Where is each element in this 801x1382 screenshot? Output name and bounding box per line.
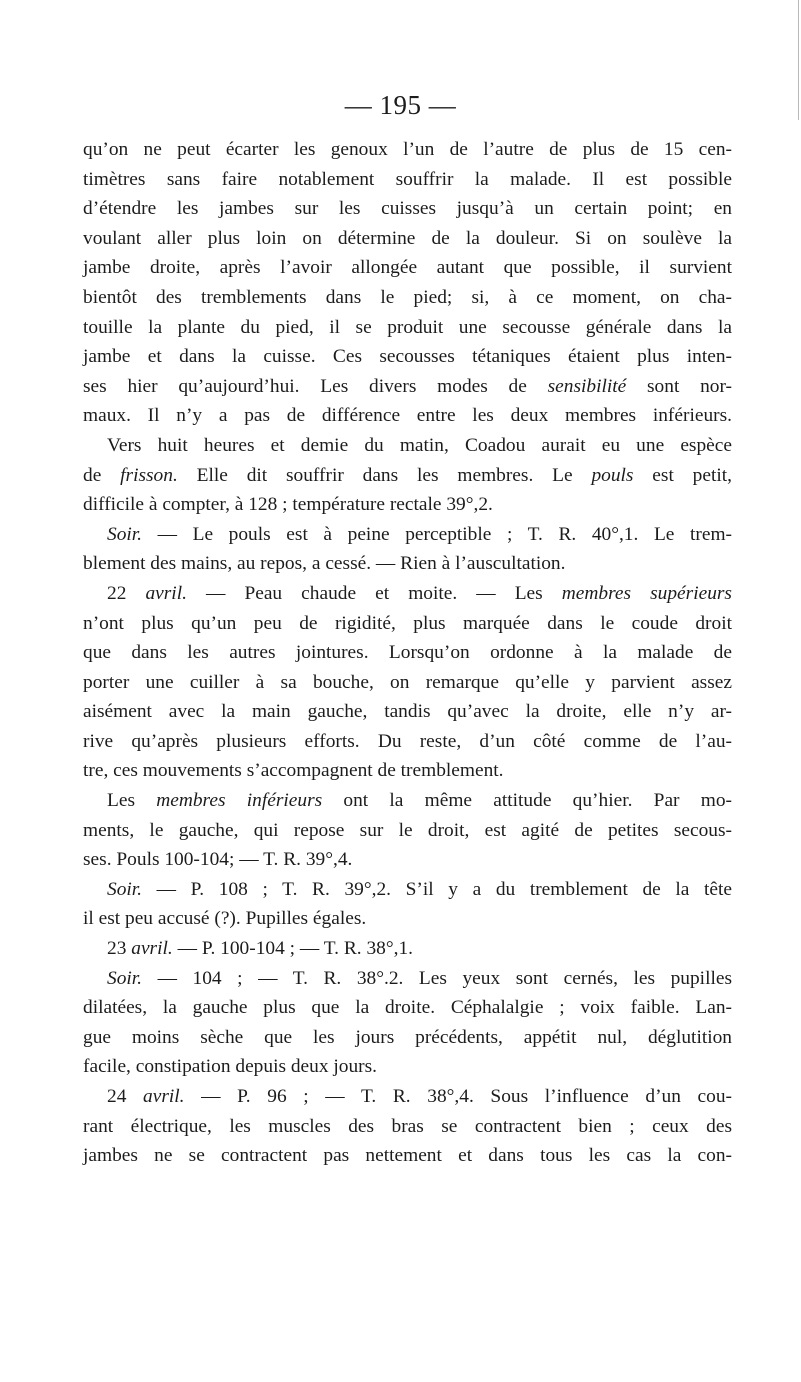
text-segment: jambes ne se contractent pas nettement et dans tous les cas la con- (83, 1145, 732, 1167)
text-segment: ments, le gauche, qui repose sur le droit, est agité de petites secous- (83, 819, 732, 841)
text-line (83, 342, 732, 372)
text-line (83, 401, 732, 431)
text-segment: blement des mains, au repos, a cessé. — Rien à l’auscultation. (83, 553, 566, 575)
text-line (83, 727, 732, 757)
text-line (83, 372, 732, 402)
text-line (83, 1141, 732, 1171)
text-segment: Elle dit souffrir dans les membres. Le (177, 464, 592, 486)
text-line (83, 668, 732, 698)
italic-text: membres supérieurs (561, 582, 732, 604)
text-line (83, 756, 732, 786)
text-line (83, 697, 732, 727)
text-line (83, 520, 732, 550)
text-segment: — Peau chaude et moite. — Les (186, 582, 562, 604)
italic-text: Soir. (107, 523, 143, 545)
text-segment: aisément avec la main gauche, tandis qu’avec la droite, elle n’y ar- (83, 701, 732, 723)
text-segment: gue moins sèche que les jours précédents, appétit nul, déglutition (83, 1026, 732, 1048)
text-segment: — 104 ; — T. R. 38°.2. Les yeux sont cernés, les pupilles (142, 967, 732, 989)
text-line (83, 964, 732, 994)
text-line (83, 135, 732, 165)
text-line (83, 283, 732, 313)
page-number: — 195 — (344, 90, 457, 120)
text-segment: Les (107, 790, 157, 812)
text-line (83, 816, 732, 846)
italic-text: avril. (131, 938, 173, 960)
text-line (83, 490, 732, 520)
text-line (83, 845, 732, 875)
text-segment: sont nor- (626, 375, 732, 397)
text-segment: dilatées, la gauche plus que la droite. Céphalalgie ; voix faible. Lan- (83, 997, 732, 1019)
text-segment: — P. 100-104 ; — T. R. 38°,1. (172, 938, 414, 960)
text-segment: que dans les autres jointures. Lorsqu’on ordonne à la malade de (83, 642, 732, 664)
text-line (83, 253, 732, 283)
text-line (83, 313, 732, 343)
text-segment: 24 (107, 1086, 144, 1107)
text-line (83, 1112, 732, 1142)
text-segment: voulant aller plus loin on détermine de la douleur. Si on soulève la (83, 227, 732, 249)
text-segment: — Le pouls est à peine perceptible ; T. R. 40°,1. Le trem- (142, 523, 732, 545)
text-segment: Vers huit heures et demie du matin, Coadou aurait eu une espèce (107, 434, 732, 456)
text-segment: tre, ces mouvements s’accompagnent de tremblement. (83, 760, 504, 782)
text-segment: ses. Pouls 100-104; — T. R. 39°,4. (83, 849, 353, 871)
text-segment: — P. 108 ; T. R. 39°,2. S’il y a du tremblement de la tête (142, 878, 732, 900)
text-segment: touille la plante du pied, il se produit une secousse générale dans la (83, 316, 732, 338)
text-segment: est petit, (633, 464, 732, 486)
text-line (83, 165, 732, 195)
italic-text: membres inférieurs (156, 790, 323, 812)
text-segment: 23 (107, 938, 132, 960)
text-segment: timètres sans faire notablement souffrir la malade. Il est possible (83, 168, 732, 190)
text-segment: bientôt des tremblements dans le pied; si, à ce moment, on cha- (83, 286, 732, 308)
text-segment: — P. 96 ; — T. R. 38°,4. Sous l’influence d’un cou- (184, 1086, 732, 1107)
text-segment: 22 (107, 582, 146, 604)
italic-text: avril. (145, 582, 187, 604)
text-segment: qu’on ne peut écarter les genoux l’un de l’autre de plus de 15 cen- (83, 139, 732, 160)
text-segment: il est peu accusé (?). Pupilles égales. (83, 908, 367, 930)
text-line (83, 579, 732, 609)
text-segment: ses hier qu’aujourd’hui. Les divers modes de (83, 375, 548, 397)
text-line (83, 904, 732, 934)
text-segment: d’étendre les jambes sur les cuisses jusqu’à un certain point; en (83, 198, 732, 220)
text-line (83, 638, 732, 668)
text-segment: jambe droite, après l’avoir allongée autant que possible, il survient (83, 257, 732, 279)
text-line (83, 224, 732, 254)
italic-text: sensibilité (547, 375, 627, 397)
text-line (83, 549, 732, 579)
text-segment: rive qu’après plusieurs efforts. Du reste, d’un côté comme de l’au- (83, 730, 732, 752)
text-line (83, 1082, 732, 1112)
text-segment: n’ont plus qu’un peu de rigidité, plus marquée dans le coude droit (83, 612, 732, 634)
text-segment: difficile à compter, à 128 ; température rectale 39°,2. (83, 494, 493, 516)
text-line (83, 194, 732, 224)
text-segment: maux. Il n’y a pas de différence entre les deux membres inférieurs. (83, 405, 732, 427)
text-line (83, 934, 732, 964)
text-line (83, 786, 732, 816)
italic-text: frisson. (120, 464, 178, 486)
text-segment: rant électrique, les muscles des bras se contractent bien ; ceux des (83, 1115, 732, 1137)
text-segment: ont la même attitude qu’hier. Par mo- (322, 790, 732, 812)
text-line (83, 431, 732, 461)
italic-text: Soir. (107, 967, 143, 989)
text-line (83, 875, 732, 905)
italic-text: pouls (591, 464, 634, 486)
text-line (83, 609, 732, 639)
text-segment: jambe et dans la cuisse. Ces secousses tétaniques étaient plus inten- (83, 346, 732, 368)
body-text (83, 135, 732, 1171)
italic-text: Soir. (107, 878, 143, 900)
text-line (83, 1023, 732, 1053)
text-segment: facile, constipation depuis deux jours. (83, 1056, 378, 1078)
text-line (83, 993, 732, 1023)
text-line (83, 1052, 732, 1082)
italic-text: avril. (143, 1086, 185, 1107)
text-line (83, 461, 732, 491)
text-segment: de (83, 464, 121, 486)
text-segment: porter une cuiller à sa bouche, on remarque qu’elle y parvient assez (83, 671, 732, 693)
